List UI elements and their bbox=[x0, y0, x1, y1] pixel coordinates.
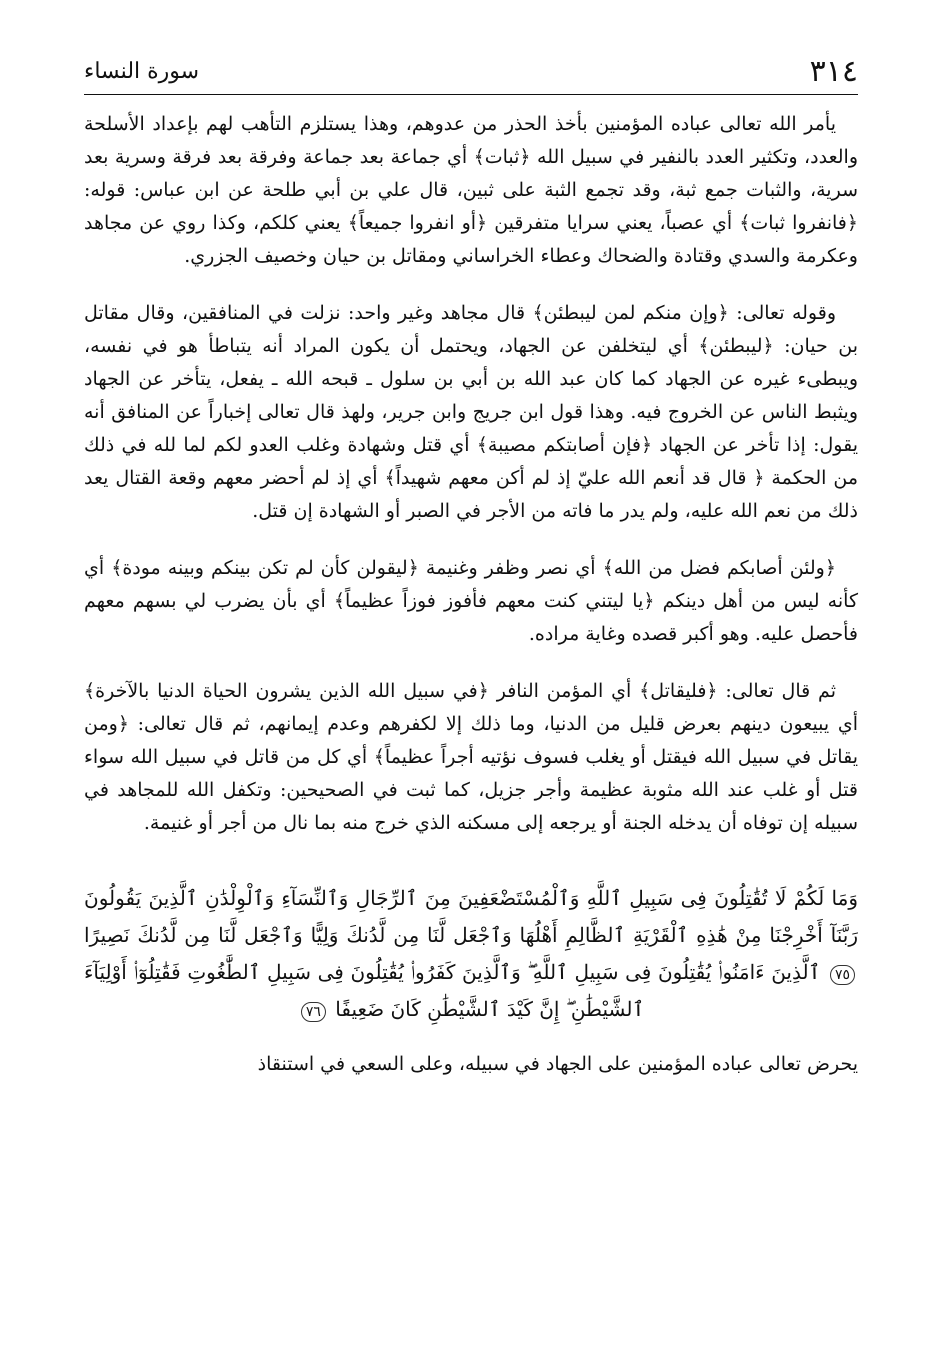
paragraph-2: وقوله تعالى: ﴿وإن منكم لمن ليبطئن﴾ قال مجاهد وغير واحد: نزلت في المنافقين، وقال مقاتل بن حيان: ﴿ليبطئن﴾ أي ليتخلفن عن الجهاد، ويحتمل أن يكون المراد أنه يتباطأ هو في نفسه، ويبطىء غيره عن الجهاد كما كان عبد الله بن أبي بن سلول ـ قبحه الله ـ يفعل، يتأخر عن الجهاد ويثبط الناس عن الخروج فيه. وهذا قول ابن جريج وابن جرير، ولهذ قال تعالى إخباراً عن المنافق أنه يقول: إذا تأخر عن الجهاد ﴿فإن أصابتكم مصيبة﴾ أي قتل وشهادة وغلب العدو لكم لما لله في ذلك من الحكمة ﴿ قال قد أنعم الله عليّ إذ لم أكن معهم شهيداً﴾ أي إذ لم أحضر معهم وقعة القتال يعد ذلك من نعم الله عليه، ولم يدر ما فاته من الأجر في الصبر أو الشهادة إن قتل. bbox=[84, 302, 858, 522]
ayah-number-76: ٧٦ bbox=[301, 1002, 326, 1022]
page-content bbox=[84, 108, 858, 1100]
verse-75-text: وَمَا لَكُمْ لَا تُقَٰتِلُونَ فِى سَبِيلِ ٱللَّهِ وَٱلْمُسْتَضْعَفِينَ مِنَ ٱلرِّجَالِ وَٱلنِّسَآءِ وَٱلْوِلْدَٰنِ ٱلَّذِينَ يَقُولُونَ رَبَّنَآ أَخْرِجْنَا مِنْ هَٰذِهِ ٱلْقَرْيَةِ ٱلظَّالِمِ أَهْلُهَا وَٱجْعَل لَّنَا مِن لَّدُنكَ وَلِيًّا وَٱجْعَل لَّنَا مِن لَّدُنكَ نَصِيرًا bbox=[84, 886, 858, 947]
paragraph-final: يحرض تعالى عباده المؤمنين على الجهاد في سبيله، وعلى السعي في استنقاذ bbox=[257, 1053, 858, 1075]
page-header bbox=[84, 52, 858, 92]
paragraph-3: ﴿ولئن أصابكم فضل من الله﴾ أي نصر وظفر وغنيمة ﴿ليقولن كأن لم تكن بينكم وبينه مودة﴾ أي كأنه ليس من أهل دينكم ﴿يا ليتني كنت معهم فأفوز فوزاً عظيماً﴾ أي بأن يضرب لي بسهم معهم فأحصل عليه. وهو أكبر قصده وغاية مراده. bbox=[84, 557, 858, 645]
page-number: ٣١٤ bbox=[809, 54, 858, 89]
verse-76-text: ٱلَّذِينَ ءَامَنُوا۟ يُقَٰتِلُونَ فِى سَبِيلِ ٱللَّهِ ۖ وَٱلَّذِينَ كَفَرُوا۟ يُقَٰتِلُونَ فِى سَبِيلِ ٱلطَّٰغُوتِ فَقَٰتِلُوٓا۟ أَوْلِيَآءَ ٱلشَّيْطَٰنِ ۖ إِنَّ كَيْدَ ٱلشَّيْطَٰنِ كَانَ ضَعِيفًا bbox=[84, 960, 821, 1021]
paragraph-1: يأمر الله تعالى عباده المؤمنين بأخذ الحذر من عدوهم، وهذا يستلزم التأهب لهم بإعداد الأسلحة والعدد، وتكثير العدد بالنفير في سبيل الله ﴿ثبات﴾ أي جماعة بعد جماعة وفرقة بعد فرقة وسرية بعد سرية، والثبات جمع ثبة، وقد تجمع الثبة على ثبين، قال علي بن أبي طلحة عن ابن عباس: قوله: ﴿فانفروا ثبات﴾ أي عصباً، يعني سرايا متفرقين ﴿أو انفروا جميعاً﴾ يعني كلكم، وكذا روي عن مجاهد وعكرمة والسدي وقتادة والضحاك وعطاء الخراساني ومقاتل بن حيان وخصيف الجزري. bbox=[84, 113, 858, 267]
ayah-number-75: ٧٥ bbox=[830, 965, 855, 985]
paragraph-4: ثم قال تعالى: ﴿فليقاتل﴾ أي المؤمن النافر ﴿في سبيل الله الذين يشرون الحياة الدنيا بالآخرة﴾ أي يبيعون دينهم بعرض قليل من الدنيا، وما ذلك إلا لكفرهم وعدم إيمانهم، ثم قال تعالى: ﴿ومن يقاتل في سبيل الله فيقتل أو يغلب فسوف نؤتيه أجراً عظيماً﴾ أي كل من قاتل في سبيل الله سواء قتل أو غلب عند الله مثوبة عظيمة وأجر جزيل، كما ثبت في الصحيحين: وتكفل الله للمجاهد في سبيله إن توفاه أن يدخله الجنة أو يرجعه إلى مسكنه الذي خرج منه بما نال من أجر أو غنيمة. bbox=[84, 680, 858, 834]
header-divider bbox=[84, 94, 858, 95]
surah-name: سورة النساء bbox=[84, 59, 200, 84]
quran-verse-block bbox=[84, 880, 858, 1028]
